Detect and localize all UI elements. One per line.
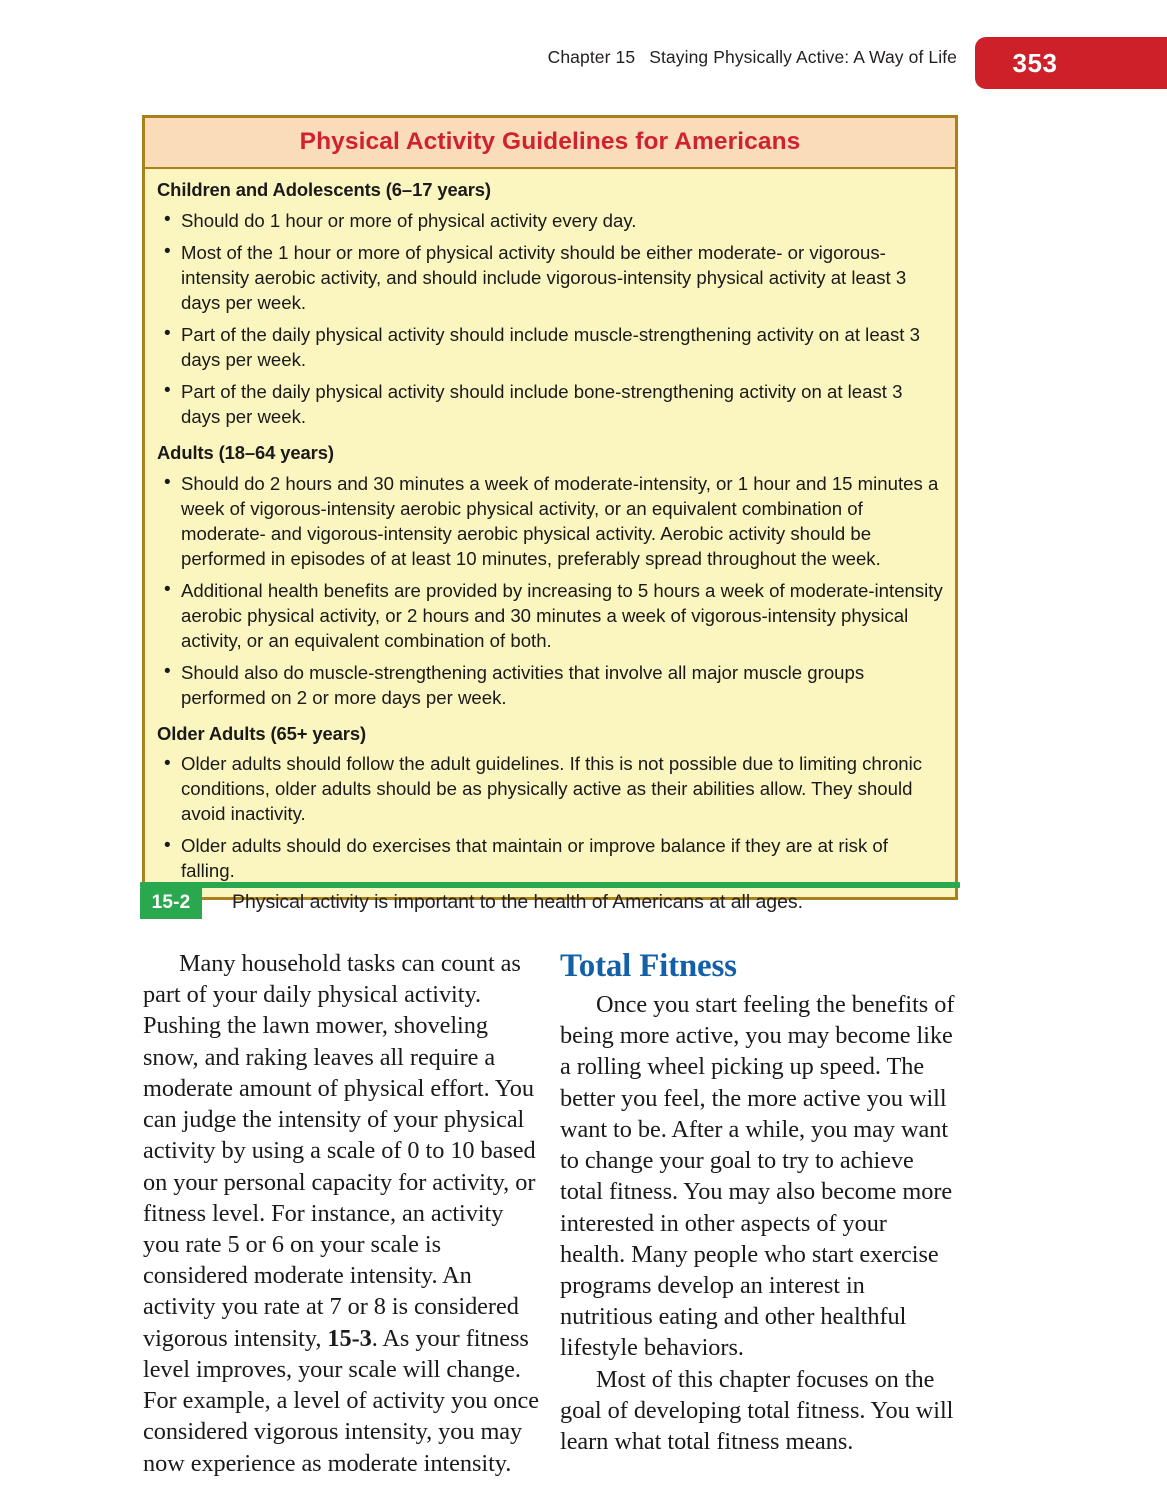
list-item <box>155 833 943 883</box>
list-item <box>155 240 943 315</box>
page-number: 353 <box>1012 48 1058 78</box>
list-item-text: Older adults should follow the adult guidelines. If this is not possible due to limiting chronic conditions, older adults should be as physically active as their abilities allow. They should avoid inactivity. <box>181 753 923 825</box>
list-item <box>155 471 943 571</box>
running-head-chapter-number: Chapter 15 <box>547 47 636 67</box>
list-item-text: Older adults should do exercises that maintain or improve balance if they are at risk of falling. <box>181 835 888 882</box>
bullet-icon: • <box>164 661 171 682</box>
caption-row <box>140 888 960 919</box>
bullet-list-adults <box>155 471 943 710</box>
bullet-icon: • <box>164 241 171 263</box>
feature-box-title: Physical Activity Guidelines for Americans <box>145 118 955 169</box>
list-item <box>155 379 943 429</box>
group-heading-older-adults: Older Adults (65+ years) <box>157 722 367 744</box>
figure-number-badge: 15-2 <box>140 888 202 919</box>
list-item-text: Part of the daily physical activity should include bone-strengthening activity on at least 3 days per week. <box>181 380 903 427</box>
page-header <box>0 37 1167 89</box>
physical-activity-guidelines-box <box>142 115 958 900</box>
list-item <box>155 751 943 826</box>
list-item-text: Additional health benefits are provided by increasing to 5 hours a week of moderate-intensity aerobic physical activity, or 2 hours and 30 minutes a week of vigorous-intensity physical activity, or an equivalent combination of both. <box>181 579 943 651</box>
list-item <box>155 322 943 372</box>
bullet-icon: • <box>164 752 171 774</box>
right-column-paragraph-2: Most of this chapter focuses on the goal of developing total fitness. You will learn what total fitness means. <box>560 1365 954 1456</box>
bullet-icon: • <box>164 380 171 402</box>
list-item-text: Most of the 1 hour or more of physical activity should be either moderate- or vigorous-intensity aerobic activity, and should include vigorous-intensity physical activity at least 3 days per week. <box>181 241 907 313</box>
caption-text: Physical activity is important to the health of Americans at all ages. <box>232 891 803 913</box>
left-column <box>143 948 539 1479</box>
body-columns <box>143 948 957 1479</box>
list-item <box>155 660 943 710</box>
group-heading-adults: Adults (18–64 years) <box>157 441 334 463</box>
group-heading-children: Children and Adolescents (6–17 years) <box>157 179 491 200</box>
paragraph-text-part-2: . As your fitness level improves, your scale will change. For example, a level of activity you once considered vigorous intensity, you may now experience as moderate intensity. <box>143 1324 540 1477</box>
figure-caption <box>140 882 960 919</box>
list-item-text: Should do 2 hours and 30 minutes a week of moderate-intensity, or 1 hour and 15 minutes a week of vigorous-intensity aerobic physical activity, or an equivalent combination of moderate- and vigorous-intensity aerobic physical activity. Aerobic activity should be performed in episodes of at least 10 minutes, preferably spread throughout the week. <box>181 472 939 569</box>
list-item-text: Part of the daily physical activity should include muscle-strengthening activity on at least 3 days per week. <box>181 323 920 370</box>
running-head <box>548 47 957 68</box>
feature-box-body <box>145 169 955 897</box>
bullet-list-older-adults <box>155 751 943 883</box>
running-head-chapter-title: Staying Physically Active: A Way of Life <box>649 47 957 67</box>
list-item-text: Should do 1 hour or more of physical activity every day. <box>181 209 637 231</box>
bullet-icon: • <box>164 579 171 600</box>
figure-reference: 15-3 <box>327 1324 372 1352</box>
left-column-paragraph <box>143 948 539 1479</box>
list-item <box>155 208 943 233</box>
section-heading-total-fitness: Total Fitness <box>560 948 737 984</box>
bullet-icon: • <box>164 472 171 493</box>
bullet-icon: • <box>164 834 171 856</box>
right-column-paragraph-1: Once you start feeling the benefits of being more active, you may become like a rolling wheel picking up speed. The better you feel, the more active you will want to be. After a while, you may want to change your goal to try to achieve total fitness. You may also become more interested in other aspects of your health. Many people who start exercise programs develop an interest in nutritious eating and other healthful lifestyle behaviors. <box>560 991 955 1362</box>
page-number-tab <box>975 37 1167 89</box>
right-column <box>560 948 956 1479</box>
bullet-icon: • <box>164 209 171 231</box>
bullet-icon: • <box>164 323 171 345</box>
paragraph-text-part-1: Many household tasks can count as part of your daily physical activity. Pushing the lawn mower, shoveling snow, and raking leaves all require a moderate amount of physical effort. You can judge the intensity of your physical activity by using a scale of 0 to 10 based on your personal capacity for activity, or fitness level. For instance, an activity you rate 5 or 6 on your scale is considered moderate intensity. An activity you rate at 7 or 8 is considered vigorous intensity, <box>143 950 536 1352</box>
bullet-list-children <box>155 208 943 429</box>
list-item-text: Should also do muscle-strengthening activities that involve all major muscle groups performed on 2 or more days per week. <box>181 661 865 708</box>
list-item <box>155 578 943 653</box>
